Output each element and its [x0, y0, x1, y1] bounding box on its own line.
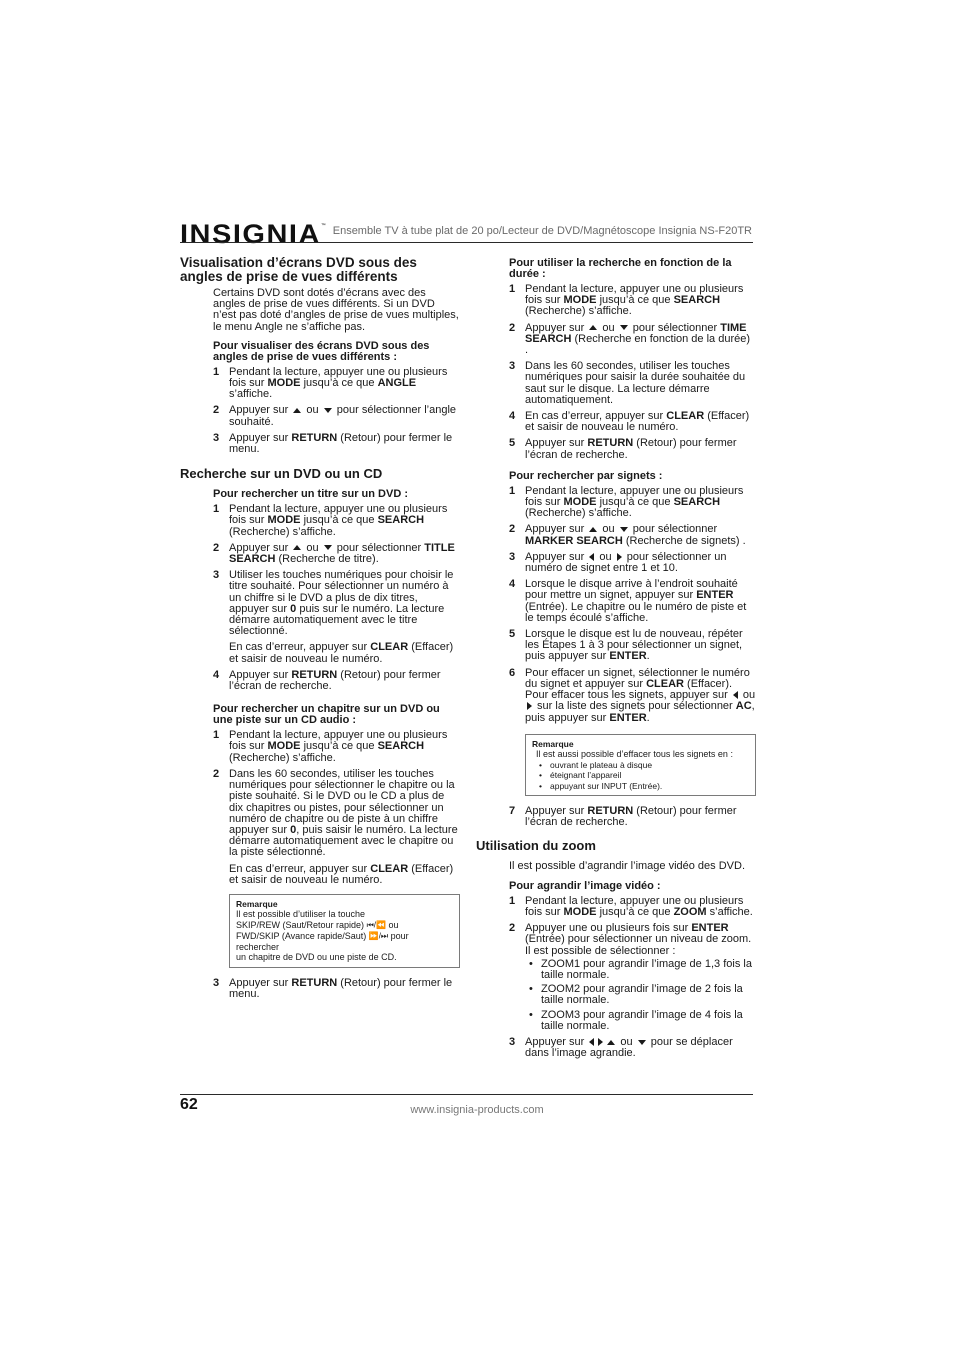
step — [509, 629, 756, 663]
section-heading-search: Recherche sur un DVD ou un CD — [180, 466, 383, 482]
step-text: (Recherche de titre). — [275, 553, 379, 566]
key-label: SEARCH — [673, 496, 721, 509]
note-title: Remarque — [532, 738, 574, 749]
fast-forward-skip-icon: ⏩/⏭ — [368, 931, 389, 941]
key-label: ZOOM — [673, 906, 707, 919]
step — [509, 668, 756, 724]
footer-url[interactable]: www.insignia-products.com — [410, 1104, 544, 1116]
step-number: 4 — [509, 410, 516, 423]
step-text: (Effacer) et saisir de nouveau le numéro. — [229, 641, 454, 665]
step-number: 5 — [509, 437, 516, 450]
step-text: (Entrée). Le chapitre ou le numéro de piste et le temps écoulé s’affiche. — [525, 600, 747, 624]
step — [509, 552, 756, 574]
step-text: (Effacer). Pour effacer tous les signets, appuyer sur — [525, 677, 733, 702]
note-box — [229, 894, 460, 968]
step-text: (Recherche en fonction de la durée) . — [525, 332, 751, 357]
step-text: Appuyer sur — [229, 431, 292, 444]
step-text: jusqu’à ce que — [596, 906, 674, 919]
step-text: pour sélectionner un numéro de signet entre 1 et 10. — [525, 550, 727, 575]
step — [509, 524, 756, 546]
key-label: SEARCH — [673, 294, 721, 307]
key-label: ANGLE — [377, 377, 417, 390]
step-text: Pendant la lecture, appuyer une ou plusieurs fois sur — [229, 503, 448, 527]
step-text: jusqu’à ce que — [300, 377, 378, 390]
step — [213, 543, 460, 565]
step-text: En cas d’erreur, appuyer sur — [525, 410, 667, 423]
key-label: CLEAR — [370, 641, 409, 654]
angles-intro: Certains DVD sont dotés d’écrans avec des angles de prise de vues différents. Si un DVD n’est pas doté d’angles de prise de vues multiples, le menu Angle ne s’affiche pas. — [213, 287, 459, 333]
up-arrow-icon — [293, 408, 301, 413]
footer-rule — [180, 1094, 753, 1095]
key-label: ENTER — [696, 589, 734, 602]
up-arrow-icon — [589, 325, 597, 330]
section-heading-angles: Visualisation d’écrans DVD sous des angles de prise de vues différents — [180, 255, 417, 284]
title-search-subheading: Pour rechercher un titre sur un DVD : — [213, 488, 408, 501]
skip-rewind-icon: ⏮/⏪ — [366, 920, 386, 930]
step-text: pour se déplacer dans l’image agrandie. — [525, 1036, 733, 1060]
step-text: Appuyer sur — [229, 541, 292, 554]
step-text: ou — [599, 321, 618, 334]
step-text: ou — [303, 541, 322, 554]
step-text: sur la liste des signets pour sélectionner — [534, 700, 736, 713]
step-number: 3 — [213, 431, 220, 444]
zoom-levels-list — [525, 959, 756, 1032]
step-text: ou — [599, 523, 618, 536]
step-text: (Retour) pour fermer le menu. — [229, 976, 453, 1000]
step — [509, 323, 756, 357]
step — [213, 433, 460, 455]
step-text: . — [646, 650, 650, 663]
down-arrow-icon — [620, 527, 628, 532]
note-text: Il est aussi possible d’effacer tous les signets en : — [536, 749, 733, 760]
step-text: En cas d’erreur, appuyer sur — [229, 862, 371, 875]
marker-search-subheading: Pour rechercher par signets : — [509, 469, 663, 482]
note-list-item: • éteignant l’appareil — [536, 770, 749, 781]
step-text: Appuyer sur — [525, 1036, 588, 1049]
step — [213, 367, 460, 401]
step-text: (Recherche) s’affiche. — [229, 751, 336, 764]
note-line — [236, 920, 453, 931]
step-text: jusqu’à ce que — [596, 496, 674, 509]
key-label: ENTER — [609, 711, 647, 724]
step — [213, 978, 460, 1000]
note-text: Il est possible d’utiliser la touche — [236, 909, 366, 920]
step — [213, 570, 460, 637]
step-text: ou — [303, 404, 322, 417]
down-arrow-icon — [324, 545, 332, 550]
step — [509, 438, 756, 460]
step-text: Appuyer sur — [525, 805, 588, 818]
step — [509, 1037, 756, 1059]
section-heading-zoom: Utilisation du zoom — [476, 837, 596, 853]
key-label: RETURN — [587, 437, 634, 450]
key-label: RETURN — [291, 976, 338, 989]
step-text: Dans les 60 secondes, utiliser les touches numériques pour sélectionner le chapitre ou la piste souhaité. Si le DVD ou le CD a plus de dix chapitres ou pistes, pour sélectionner un numéro de chapitre ou de piste à un chiffre appuyer sur — [229, 767, 455, 836]
step-text: Appuyer sur — [525, 437, 588, 450]
step-text: Appuyer une ou plusieurs fois sur — [525, 922, 692, 935]
step-text: , puis appuyer sur — [525, 700, 755, 724]
down-arrow-icon — [638, 1040, 646, 1045]
step-number: 1 — [213, 503, 220, 516]
left-column — [180, 256, 460, 1005]
left-arrow-icon — [733, 691, 738, 699]
up-arrow-icon — [607, 1040, 615, 1045]
step-text: ou — [617, 1036, 636, 1049]
note-text: FWD/SKIP (Avance rapide/Saut) — [236, 930, 369, 941]
step-number: 2 — [509, 523, 516, 536]
step-text: Appuyer sur — [525, 321, 588, 334]
angles-steps — [213, 367, 460, 455]
step-text: s’affiche. — [229, 388, 273, 401]
key-label: RETURN — [587, 805, 634, 818]
key-label: RETURN — [291, 431, 338, 444]
step-text: jusqu’à ce que — [596, 294, 674, 307]
note-text: ou — [385, 919, 399, 930]
step-text: Pendant la lecture, appuyer une ou plusieurs fois sur — [525, 283, 744, 307]
step-text: (Recherche) s’affiche. — [525, 305, 632, 318]
step-text: Appuyer sur — [229, 668, 292, 681]
step — [213, 504, 460, 538]
down-arrow-icon — [324, 408, 332, 413]
step-text: pour sélectionner l’angle souhaité. — [229, 404, 457, 428]
key-label: AC — [735, 700, 752, 713]
left-arrow-icon — [589, 553, 594, 561]
step-number: 5 — [509, 628, 516, 641]
key-label: SEARCH — [377, 514, 425, 527]
note-list — [532, 760, 749, 792]
step — [213, 405, 460, 427]
step — [509, 806, 756, 828]
step — [509, 411, 756, 433]
step-text: (Recherche de signets) . — [622, 534, 746, 547]
key-label: TIME SEARCH — [525, 321, 747, 345]
note-title: Remarque — [236, 898, 278, 909]
note-text: SKIP/REW (Saut/Retour rapide) — [236, 919, 367, 930]
marker-search-steps-cont — [509, 806, 756, 828]
up-arrow-icon — [589, 527, 597, 532]
key-label: CLEAR — [646, 677, 684, 690]
step-text: (Effacer) et saisir de nouveau le numéro. — [229, 862, 454, 886]
step-text: Appuyer sur — [525, 550, 588, 563]
note-box — [525, 734, 756, 797]
step-number: 2 — [213, 541, 220, 554]
marker-search-steps — [509, 486, 756, 724]
step-number: 3 — [213, 976, 220, 989]
step-text: pour sélectionner — [629, 321, 721, 334]
step-text: (Recherche) s’affiche. — [229, 525, 336, 538]
step — [213, 670, 460, 692]
step-number: 3 — [509, 550, 516, 563]
chapter-search-steps-cont — [213, 978, 460, 1000]
key-label: MODE — [267, 514, 301, 527]
note-list-item: • ouvrant le plateau à disque — [536, 760, 749, 771]
time-search-steps — [509, 284, 756, 461]
zoom-level-item: • ZOOM2 pour agrandir l’image de 2 fois la taille normale. — [525, 984, 756, 1006]
zoom-level-item: • ZOOM3 pour agrandir l’image de 4 fois la taille normale. — [525, 1010, 756, 1032]
up-arrow-icon — [293, 545, 301, 550]
key-label: CLEAR — [370, 862, 409, 875]
note-list-item: • appuyant sur INPUT (Entrée). — [536, 781, 749, 792]
step-text: Appuyer sur — [229, 404, 292, 417]
chapter-search-subheading: Pour rechercher un chapitre sur un DVD ou une piste sur un CD audio : — [213, 703, 440, 727]
step-text: puis sur le numéro. La lecture démarre automatiquement avec le titre sélectionné. — [229, 602, 445, 638]
right-arrow-icon — [617, 553, 622, 561]
step-number: 1 — [213, 365, 220, 378]
step-text: pour sélectionner — [333, 541, 425, 554]
key-label: ENTER — [691, 922, 729, 935]
step-number: 2 — [213, 404, 220, 417]
note-text: un chapitre de DVD ou une piste de CD. — [236, 952, 397, 963]
step-number: 2 — [509, 922, 516, 935]
step-text: jusqu’à ce que — [300, 514, 378, 527]
step — [509, 284, 756, 318]
step-number: 7 — [509, 805, 516, 818]
key-label: TITLE SEARCH — [229, 541, 455, 566]
step-text: Lorsque le disque est lu de nouveau, répéter les Étapes 1 à 3 pour sélectionner un signet, puis appuyer sur — [525, 628, 743, 663]
key-label: ENTER — [609, 650, 647, 663]
step — [509, 486, 756, 520]
right-column — [476, 256, 756, 1064]
step-number: 3 — [509, 1036, 516, 1049]
step — [213, 730, 460, 764]
left-arrow-icon — [589, 1038, 594, 1046]
step-continuation — [229, 642, 460, 664]
step-text: pour sélectionner — [629, 523, 718, 536]
step-text: ou — [596, 550, 615, 563]
insignia-logo: INSIGNIA™ — [180, 220, 328, 250]
note-text: pour rechercher — [236, 930, 409, 952]
step-text: Pendant la lecture, appuyer une ou plusieurs fois sur — [525, 484, 744, 509]
step-text: ou — [739, 689, 756, 702]
step-number: 1 — [509, 894, 516, 907]
down-arrow-icon — [620, 325, 628, 330]
step — [509, 923, 756, 1032]
step-number: 1 — [509, 484, 516, 497]
title-search-steps — [213, 504, 460, 637]
angles-section — [213, 288, 460, 455]
step-text: Appuyer sur — [525, 523, 588, 536]
step-text: (Retour) pour fermer l’écran de recherche. — [525, 805, 737, 829]
key-label: 0 — [290, 602, 297, 615]
document-title: Ensemble TV à tube plat de 20 po/Lecteur de DVD/Magnétoscope Insignia NS-F20TR — [332, 225, 752, 237]
step-number: 4 — [509, 578, 516, 591]
right-arrow-icon — [527, 702, 532, 710]
zoom-level-item: • ZOOM1 pour agrandir l’image de 1,3 fois la taille normale. — [525, 959, 756, 981]
key-label: SEARCH — [377, 740, 425, 753]
step — [509, 896, 756, 918]
step — [509, 361, 756, 406]
key-label: MODE — [563, 496, 597, 509]
step-text: Pendant la lecture, appuyer une ou plusieurs fois sur — [525, 894, 744, 919]
zoom-subheading: Pour agrandir l’image vidéo : — [509, 879, 661, 892]
header-rule — [180, 242, 753, 243]
step-number: 3 — [509, 360, 516, 373]
step-number: 2 — [509, 321, 516, 334]
key-label: 0 — [290, 823, 297, 836]
step-text: (Recherche) s’affiche. — [525, 507, 632, 520]
step-text: (Effacer) et saisir de nouveau le numéro. — [525, 410, 750, 434]
right-arrow-icon — [598, 1038, 603, 1046]
angles-subheading: Pour visualiser des écrans DVD sous des angles de prise de vues différents : — [213, 339, 430, 363]
key-label: MODE — [267, 740, 301, 753]
step-text: (Entrée) pour sélectionner un niveau de zoom. Il est possible de sélectionner : — [525, 933, 752, 957]
key-label: CLEAR — [666, 410, 705, 423]
step-number: 3 — [213, 569, 220, 582]
step-number: 1 — [213, 729, 220, 742]
step-text: Appuyer sur — [229, 976, 292, 989]
step-number: 4 — [213, 668, 220, 681]
zoom-intro: Il est possible d’agrandir l’image vidéo des DVD. — [509, 859, 746, 872]
step-number: 1 — [509, 283, 516, 295]
page-number: 62 — [180, 1096, 198, 1113]
step-text: (Retour) pour fermer l’écran de recherche. — [229, 668, 441, 693]
step — [509, 579, 756, 624]
time-search-subheading: Pour utiliser la recherche en fonction de la durée : — [509, 257, 732, 280]
step-text: jusqu’à ce que — [300, 740, 378, 753]
step-continuation — [229, 864, 460, 886]
step-text: (Retour) pour fermer l’écran de recherche. — [525, 437, 737, 461]
step-text: . — [646, 711, 650, 724]
zoom-steps — [509, 896, 756, 1060]
step-text: s’affiche. — [706, 906, 753, 919]
zoom-section — [509, 861, 756, 1060]
key-label: RETURN — [291, 668, 338, 681]
step-text: En cas d’erreur, appuyer sur — [229, 641, 371, 654]
search-section — [213, 489, 460, 1000]
step-text: Pendant la lecture, appuyer une ou plusieurs fois sur — [229, 729, 448, 753]
note-line — [236, 931, 453, 952]
chapter-search-steps — [213, 730, 460, 858]
key-label: MODE — [563, 294, 597, 307]
step-text: , puis saisir le numéro. La lecture démarre automatiquement avec le chapitre ou la piste sélectionné. — [229, 823, 458, 859]
time-search-section — [509, 258, 756, 829]
step-number: 2 — [213, 767, 220, 780]
step-text: Lorsque le disque arrive à l’endroit souhaité pour mettre un signet, appuyer sur — [525, 578, 738, 602]
step — [213, 769, 460, 859]
step-text: Pour effacer un signet, sélectionner le numéro du signet et appuyer sur — [525, 666, 750, 690]
key-label: MARKER SEARCH — [525, 534, 623, 547]
key-label: MODE — [267, 377, 301, 390]
title-search-steps-cont — [213, 670, 460, 692]
step-text: Utiliser les touches numériques pour choisir le titre souhaité. Pour sélectionner un numéro à un chiffre si le DVD a plus de dix titres, appuyer sur — [229, 569, 454, 615]
step-text: (Retour) pour fermer le menu. — [229, 431, 453, 456]
step-number: 6 — [509, 666, 516, 679]
key-label: MODE — [563, 906, 597, 919]
step-text: Dans les 60 secondes, utiliser les touches numériques pour saisir la durée souhaitée du saut sur le disque. La lecture démarre automatiquement. — [525, 360, 746, 406]
step-text: Pendant la lecture, appuyer une ou plusieurs fois sur — [229, 365, 448, 390]
